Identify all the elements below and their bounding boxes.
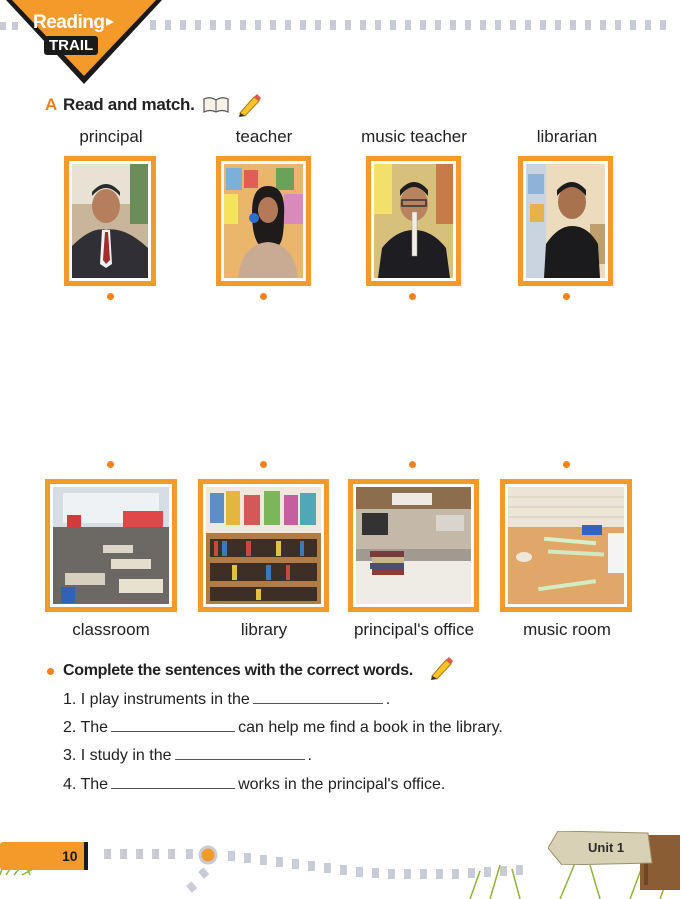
section-b-title: Complete the sentences with the correct words. — [63, 662, 413, 679]
match-dot[interactable] — [563, 461, 570, 468]
badge-trail-text: TRAIL — [44, 36, 98, 55]
classroom-photo — [45, 479, 177, 612]
answer-blank-2[interactable] — [111, 730, 235, 732]
answer-blank-3[interactable] — [175, 758, 305, 760]
principal-photo — [64, 156, 156, 286]
answer-blank-4[interactable] — [111, 787, 235, 789]
sentence-4 — [63, 776, 445, 794]
section-a-title: Read and match. — [63, 95, 195, 114]
sentence-2 — [63, 719, 503, 737]
label-librarian: librarian — [536, 127, 598, 146]
section-a-letter: A — [45, 95, 58, 114]
music-teacher-photo — [366, 156, 461, 286]
label-classroom: classroom — [72, 620, 150, 639]
badge-reading-text: Reading — [33, 12, 105, 33]
page-number: 10 — [62, 848, 78, 864]
music-room-photo — [500, 479, 632, 612]
sentence-3-start: 3. I study in the — [63, 747, 172, 764]
bullet-dot — [47, 668, 54, 675]
label-principals-office: principal's office — [353, 620, 475, 639]
match-dot[interactable] — [107, 461, 114, 468]
answer-blank-1[interactable] — [253, 702, 383, 704]
label-principal: principal — [79, 127, 143, 146]
sentence-4-start: 4. The — [63, 776, 109, 793]
match-dot[interactable] — [107, 293, 114, 300]
book-icon — [202, 96, 230, 114]
unit-label: Unit 1 — [588, 840, 625, 855]
librarian-photo — [518, 156, 613, 286]
sentence-1-start: 1. I play instruments in the — [63, 691, 250, 708]
match-dot[interactable] — [409, 293, 416, 300]
principals-office-photo — [348, 479, 479, 612]
sentence-4-end: works in the principal's office. — [238, 776, 446, 793]
pencil-icon — [236, 93, 262, 117]
sentence-1 — [63, 691, 390, 709]
pencil-icon — [428, 656, 454, 680]
teacher-photo — [216, 156, 311, 286]
sentence-1-end: . — [385, 691, 391, 708]
label-music-room: music room — [523, 620, 611, 639]
sentence-3-end: . — [307, 747, 312, 764]
library-photo — [198, 479, 329, 612]
match-dot[interactable] — [260, 461, 267, 468]
label-teacher: teacher — [235, 127, 293, 146]
label-music-teacher: music teacher — [361, 127, 467, 146]
match-dot[interactable] — [563, 293, 570, 300]
label-library: library — [240, 620, 288, 639]
sentence-2-end: can help me find a book in the library. — [238, 719, 503, 736]
sentence-3 — [63, 747, 312, 765]
match-dot[interactable] — [409, 461, 416, 468]
sentence-2-start: 2. The — [63, 719, 109, 736]
match-dot[interactable] — [260, 293, 267, 300]
